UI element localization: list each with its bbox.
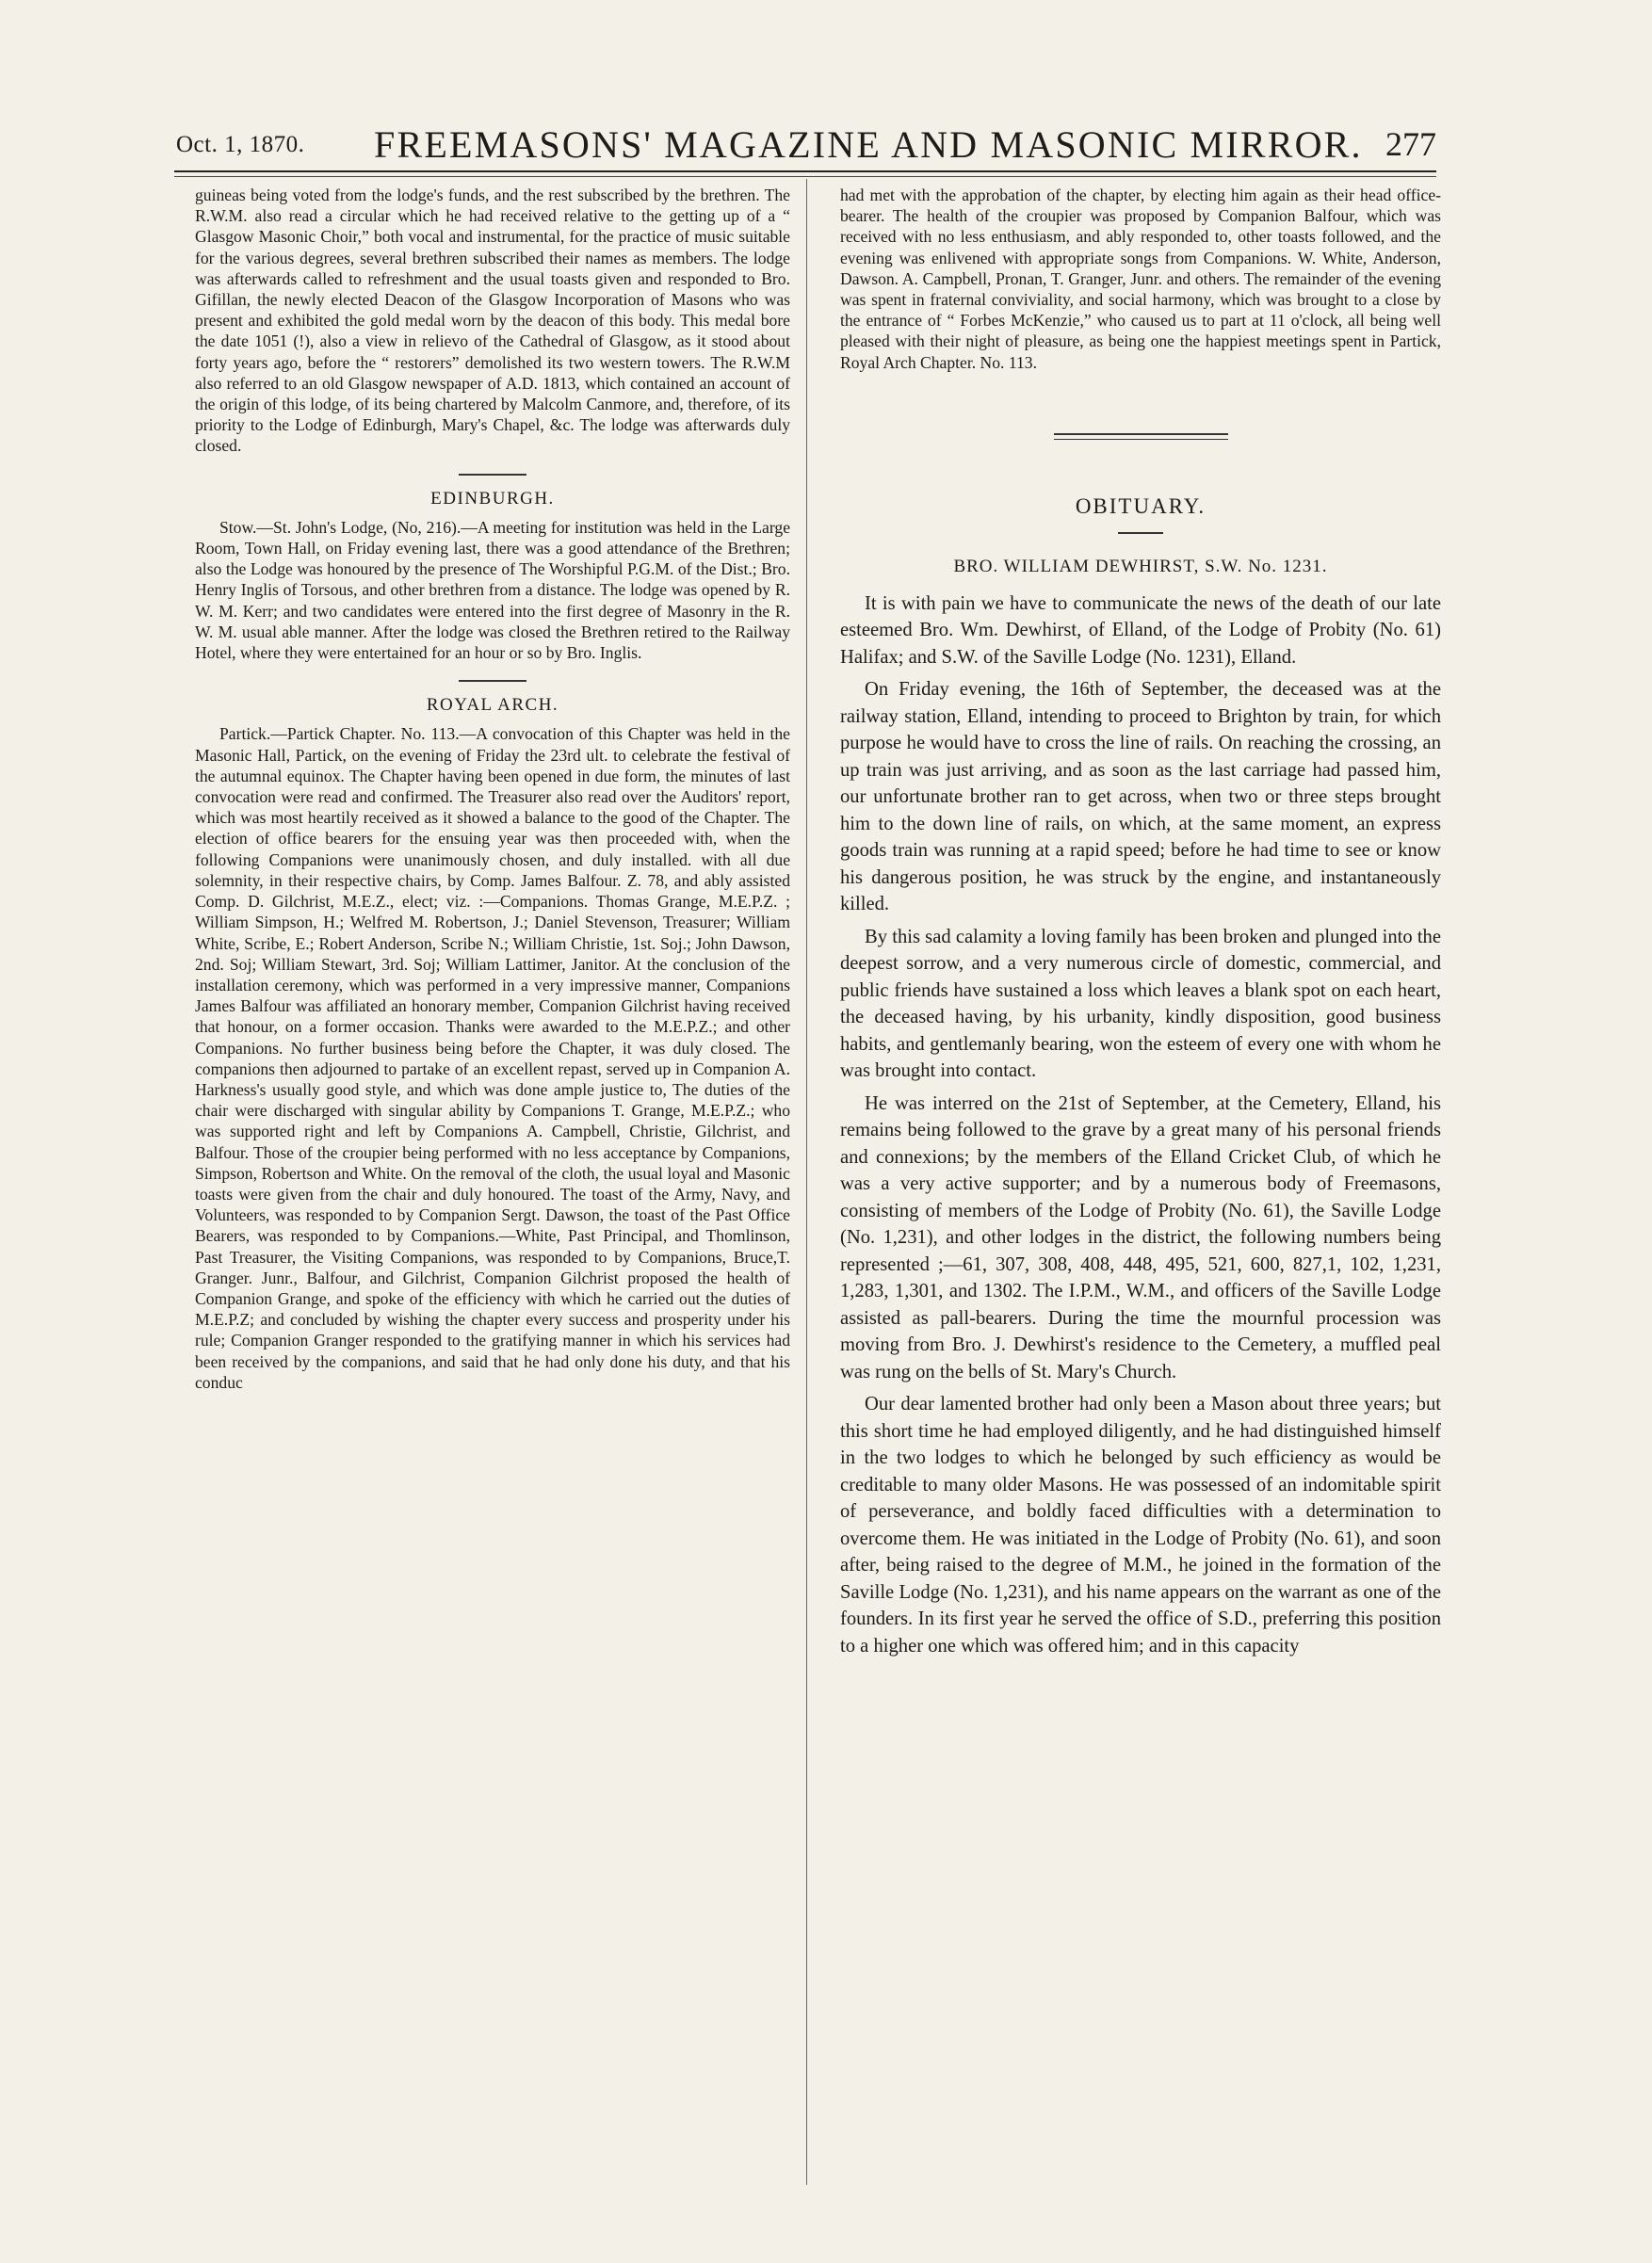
royal-arch-heading: ROYAL ARCH. xyxy=(426,695,559,716)
section-rule xyxy=(459,680,526,682)
masthead-title: FREEMASONS' MAGAZINE AND MASONIC MIRROR. xyxy=(374,123,1363,166)
running-head xyxy=(174,111,1436,168)
issue-date: Oct. 1, 1870. xyxy=(176,132,305,157)
glasgow-continued-paragraph: guineas being voted from the lodge's funds, and the rest subscribed by the brethren. The R.W.M. also read a circular which he had received relative to the getting up of a “ Glasgow Masonic Choir,” both vocal and instrumental, for the practice of music suitable for the various degrees, several brethren subscribed their names as members. The lodge was afterwards called to refreshment and the usual toasts given and responded to Bro. Gifillan, the newly elected Deacon of the Glasgow Incorporation of Masons who was present and exhibited the gold medal worn by the deacon of this body. This medal bore the date 1051 (!), also a view in relievo of the Cathedral of Glasgow, as it stood about forty years ago, before the “ restorers” demolished its two western towers. The R.W.M also referred to an old Glasgow newspaper of A.D. 1813, which contained an account of the origin of this lodge, of its being chartered by Malcolm Canmore, and, therefore, of its priority to the Lodge of Edinburgh, Mary's Chapel, &c. The lodge was afterwards duly closed. xyxy=(195,186,790,456)
obituary-paragraph: On Friday evening, the 16th of September, the deceased was at the railway station, Elland, intending to proceed to Brighton by train, for which purpose he would have to cross the line of rails. On reaching the crossing, an up train was just arriving, and as soon as the last carriage had passed him, our unfortunate brother ran to get across, when two or three steps brought him to the down line of rails, on which, at the same moment, an express goods train was running at a rapid speed; before he had time to see or know his dangerous position, he was struck by the engine, and instantaneously killed. xyxy=(840,679,1441,915)
header-rule-thin xyxy=(174,176,1436,177)
obituary-body xyxy=(840,590,1441,1660)
edinburgh-heading: EDINBURGH. xyxy=(430,488,555,509)
header-rule xyxy=(174,170,1436,172)
obituary-rule xyxy=(1118,532,1163,534)
left-column xyxy=(195,185,790,1393)
section-rule xyxy=(459,474,526,476)
obituary-heading: OBITUARY. xyxy=(1075,493,1207,518)
double-rule xyxy=(1054,433,1228,440)
column-divider xyxy=(806,179,807,2185)
right-column xyxy=(840,185,1441,1665)
obituary-paragraph: He was interred on the 21st of September, at the Cemetery, Elland, his remains being followed to the grave by a great many of his personal friends and connexions; by the members of the Elland Cricket Club, of which he was a very active supporter; and by a numerous body of Freemasons, consisting of members of the Lodge of Probity (No. 61), the Saville Lodge (No. 1,231), and other lodges in the district, the following numbers being represented ;—61, 307, 308, 408, 448, 495, 521, 600, 827,1, 102, 1,231, 1,283, 1,301, and 1302. The I.P.M., W.M., and officers of the Saville Lodge assisted as pall-bearers. During the time the mournful procession was moving from Bro. J. Dewhirst's residence to the Cemetery, a muffled peal was rung on the bells of St. Mary's Church. xyxy=(840,1092,1441,1382)
edinburgh-paragraph: Stow.—St. John's Lodge, (No, 216).—A meeting for institution was held in the Large Room, Town Hall, on Friday evening last, there was a good attendance of the Brethren; also the Lodge was honoured by the presence of The Worshipful P.G.M. of the Dist.; Bro. Henry Inglis of Torsous, and other brethren from a distance. The lodge was opened by R. W. M. Kerr; and two candidates were entered into the first degree of Masonry in the R. W. M. usual able manner. After the lodge was closed the Brethren retired to the Railway Hotel, where they were entertained for an hour or so by Bro. Inglis. xyxy=(195,517,790,663)
page-number: 277 xyxy=(1385,125,1436,163)
obituary-paragraph: It is with pain we have to communicate the news of the death of our late esteemed Bro. Wm. Dewhirst, of Elland, of the Lodge of Probity (No. 61) Halifax; and S.W. of the Saville Lodge (No. 1231), Elland. xyxy=(840,592,1441,668)
obituary-paragraph: By this sad calamity a loving family has been broken and plunged into the deepest sorrow, and a very numerous circle of domestic, commercial, and public friends have sustained a loss which leaves a blank spot on each heart, the deceased having, by his urbanity, kindly disposition, good business habits, and gentlemanly bearing, won the esteem of every one with whom he was brought into contact. xyxy=(840,926,1441,1082)
obituary-paragraph: Our dear lamented brother had only been a Mason about three years; but this short time he had employed diligently, and he had distinguished himself in the two lodges to which he belonged by such efficiency as would be creditable to many older Masons. He was possessed of an indomitable spirit of perseverance, and boldly faced difficulties with a determination to overcome them. He was initiated in the Lodge of Probity (No. 61), and soon after, being raised to the degree of M.M., he joined in the formation of the Saville Lodge (No. 1,231), and his name appears on the warrant as one of the founders. In its first year he served the office of S.D., preferring this position to a higher one which was offered him; and in this capacity xyxy=(840,1394,1441,1657)
royal-arch-continued-paragraph: had met with the approbation of the chapter, by electing him again as their head office-bearer. The health of the croupier was proposed by Companion Balfour, which was received with no less enthusiasm, and ably responded to, other toasts followed, and the evening was enlivened with appropriate songs from Companions. W. White, Anderson, Dawson. A. Campbell, Pronan, T. Granger, Junr. and others. The remainder of the evening was spent in fraternal conviviality, and social harmony, which was brought to a close by the entrance of “ Forbes McKenzie,” who caused us to part at 11 o'clock, all being well pleased with their night of pleasure, as being one the happiest meetings spent in Partick, Royal Arch Chapter. No. 113. xyxy=(840,186,1441,372)
obituary-subheading: BRO. WILLIAM DEWHIRST, S.W. No. 1231. xyxy=(953,556,1328,576)
royal-arch-paragraph: Partick.—Partick Chapter. No. 113.—A convocation of this Chapter was held in the Masonic Hall, Partick, on the evening of Friday the 23rd ult. to celebrate the festival of the autumnal equinox. The Chapter having been opened in due form, the minutes of last convocation were read and confirmed. The Treasurer also read over the Auditors' report, which was most heartily received as it showed a balance to the good of the Chapter. The election of office bearers for the ensuing year was then proceeded with, when the following Companions were unanimously chosen, and duly installed. with all due solemnity, in their respective chairs, by Comp. James Balfour. Z. 78, and ably assisted Comp. D. Gilchrist, M.E.Z., elect; viz. :—Companions. Thomas Grange, M.E.P.Z. ; William Simpson, H.; Welfred M. Robertson, J.; Daniel Stevenson, Treasurer; William White, Scribe, E.; Robert Anderson, Scribe N.; William Christie, 1st. Soj.; John Dawson, 2nd. Soj; William Stewart, 3rd. Soj; William Lattimer, Janitor. At the conclusion of the installation ceremony, which was performed in a very impressive manner, Companions James Balfour was affiliated an honorary member, Companion Gilchrist having received that honour, on a former occasion. Thanks were awarded to the M.E.P.Z.; and other Companions. No further business being before the Chapter, it was duly closed. The companions then adjourned to partake of an excellent repast, served up in Companion A. Harkness's usually good style, and which was done ample justice to, The duties of the chair were discharged with singular ability by Companions T. Grange, M.E.P.Z.; who was supported right and left by Companions A. Campbell, Christie, Gilchrist, and Balfour. Those of the croupier being performed with no less acceptance by Companions, Simpson, Robertson and White. On the removal of the cloth, the usual loyal and Masonic toasts were given from the chair and duly honoured. The toast of the Army, Navy, and Volunteers, was responded to by Companion Sergt. Dawson, the toast of the Past Office Bearers, was responded to by Companions.—White, Past Principal, and Thomlinson, Past Treasurer, the Visiting Companions, was responded to by Companions, Bruce,T. Granger. Junr., Balfour, and Gilchrist, Companion Gilchrist proposed the health of Companion Grange, and spoke of the efficiency with which he carried out the duties of M.E.P.Z; and concluded by wishing the chapter every success and prosperity under his rule; Companion Granger responded to the gratifying manner in which his services had been received by the companions, and said that he had only done his duty, and that his conduc xyxy=(195,724,790,1392)
